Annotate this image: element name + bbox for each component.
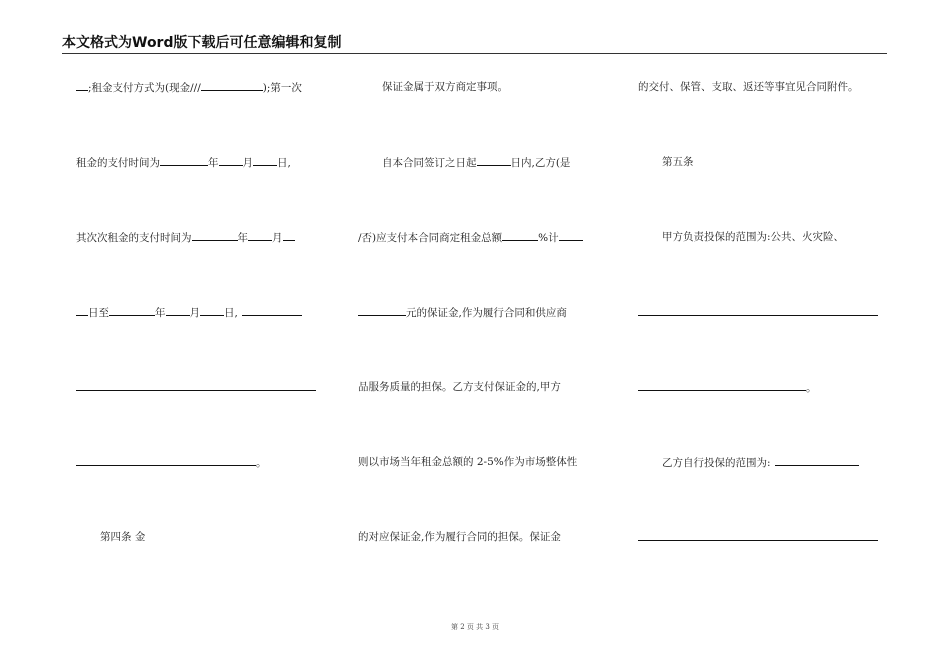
col3-line-6 [662,455,859,470]
blank-field [638,530,878,541]
blank-field [76,455,256,466]
col2-line-5: 品服务质量的担保。乙方支付保证金的,甲方 [358,381,561,393]
article-four-heading: 第四条 金 [100,531,146,543]
blank-field [201,80,263,91]
text-segment: /否)应支付本合同商定租金总额 [358,232,503,244]
col1-line-1 [76,80,302,95]
text-segment: %计 [538,232,559,244]
text-segment: 。 [806,382,817,394]
blank-field [775,455,859,466]
blank-field [160,155,208,166]
col1-line-4 [76,305,302,320]
blank-field [638,380,806,391]
blank-field [166,305,190,316]
blank-field [502,230,538,241]
col1-line-3 [76,230,295,245]
text-segment: 自本合同签订之日起 [382,157,477,169]
blank-field [192,230,238,241]
blank-field [358,305,406,316]
text-column-3 [638,0,888,672]
text-segment: 月 [189,307,200,319]
blank-field [559,230,583,241]
text-segment: 租金的支付时间为 [76,157,160,169]
text-segment: 年 [208,157,219,169]
col2-line-4 [358,305,567,320]
blank-field [200,305,224,316]
col2-line-3 [358,230,583,245]
text-column-1 [76,0,318,672]
text-segment: 日内,乙方(是 [510,157,571,169]
text-segment: ;租金支付方式为(现金/// [88,82,201,94]
col1-line-5 [76,380,316,395]
text-segment: );第一次 [262,82,302,94]
text-segment: 日, [277,157,291,169]
text-segment: 年 [155,307,166,319]
blank-field [76,80,88,91]
blank-field [76,380,316,391]
col3-line-4 [638,305,878,320]
text-segment: 日, [224,307,238,319]
blank-field [253,155,277,166]
text-column-2 [358,0,608,672]
col3-line-7 [638,530,878,545]
col2-line-2 [382,155,570,170]
col3-line-3: 甲方负责投保的范围为:公共、火灾险、 [662,231,845,243]
col2-line-7: 的对应保证金,作为履行合同的担保。保证金 [358,531,561,543]
col1-line-2 [76,155,291,170]
text-segment: 。 [256,457,267,469]
col3-line-5 [638,380,817,395]
blank-field [76,305,88,316]
article-five-heading: 第五条 [662,156,694,168]
text-segment: 乙方自行投保的范围为: [662,457,771,469]
text-segment: 月 [242,157,253,169]
blank-field [242,305,302,316]
text-segment: 日至 [88,307,109,319]
text-segment: 年 [237,232,248,244]
text-segment: 元的保证金,作为履行合同和供应商 [406,307,567,319]
text-segment: 其次次租金的支付时间为 [76,232,192,244]
blank-field [248,230,272,241]
blank-field [219,155,243,166]
text-segment: 月 [272,232,283,244]
page-number-footer: 第 2 页 共 3 页 [450,623,500,631]
col2-line-6: 则以市场当年租金总额的 2-5%作为市场整体性 [358,456,578,468]
col2-line-1: 保证金属于双方商定事项。 [382,81,508,93]
blank-field [638,305,878,316]
col1-line-6 [76,455,267,470]
col3-line-1: 的交付、保管、支取、返还等事宜见合同附件。 [638,81,859,93]
blank-field [477,155,511,166]
document-header-title: 本文格式为Word版下载后可任意编辑和复制 [62,35,342,51]
blank-field [109,305,155,316]
blank-field [283,230,295,241]
